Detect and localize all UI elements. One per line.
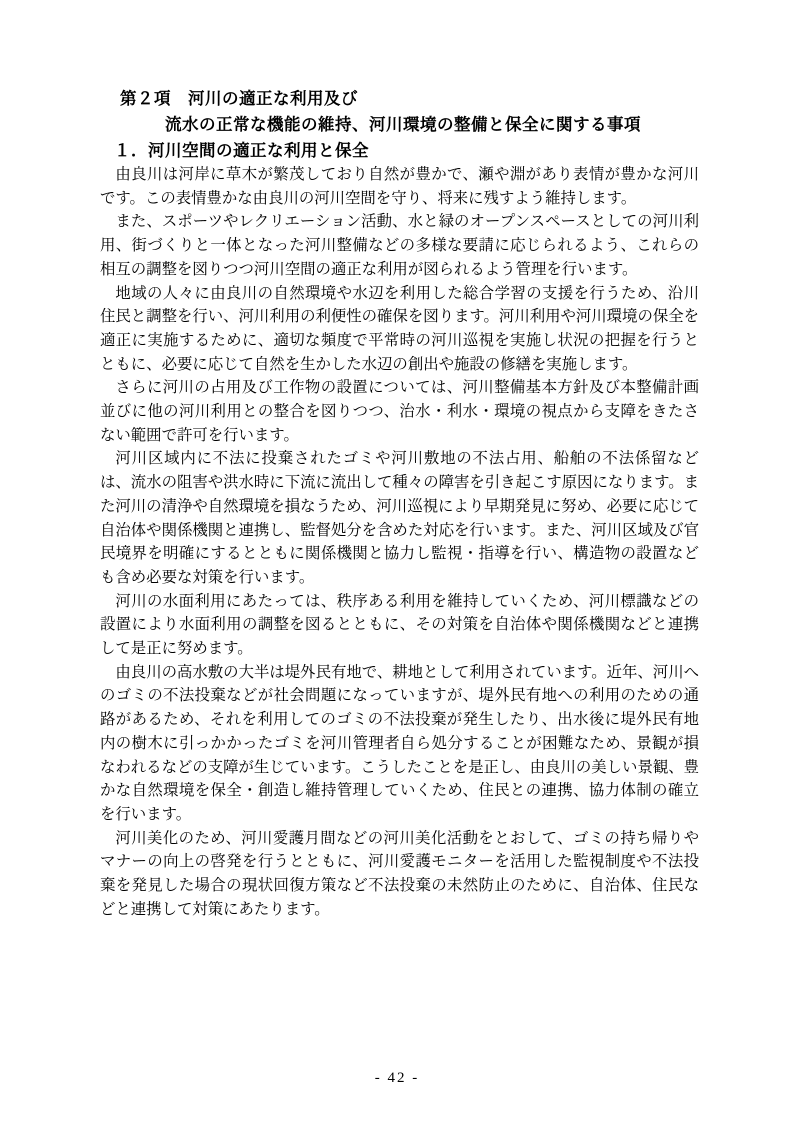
paragraph: 河川の水面利用にあたっては、秩序ある利用を維持していくため、河川標識などの設置により水面利用の調整を図るとともに、その対策を自治体や関係機関などと連携して是正に努めます。 (100, 592, 699, 658)
paragraph: 由良川は河岸に草木が繁茂しており自然が豊かで、瀬や淵があり表情が豊かな河川です。この表情豊かな由良川の河川空間を守り、将来に残すよう維持します。 (100, 166, 699, 207)
paragraph: 由良川の高水敷の大半は堤外民有地で、耕地として利用されています。近年、河川へのゴミの不法投棄などが社会問題になっていますが、堤外民有地への利用のための通路があるため、それを利用してのゴミの不法投棄が発生したり、出水後に堤外民有地内の樹木に引っかかったゴミを河川管理者自ら処分することが困難なため、景観が損なわれるなどの支障が生じています。こうしたことを是正し、由良川の美しい景観、豊かな自然環境を保全・創造し維持管理していくため、住民との連携、協力体制の確立を行います。 (100, 663, 700, 823)
body-text (100, 163, 699, 922)
paragraph: さらに河川の占用及び工作物の設置については、河川整備基本方針及び本整備計画並びに他の河川利用との整合を図りつつ、治水・利水・環境の視点から支障をきたさない範囲で許可を行います。 (100, 379, 699, 444)
chapter-heading-line2: 流水の正常な機能の維持、河川環境の整備と保全に関する事項 (165, 116, 641, 134)
chapter-heading-line1: 第２項 河川の適正な利用及び (120, 90, 358, 108)
paragraph: また、スポーツやレクリエーション活動、水と緑のオープンスペースとしての河川利用、街づくりと一体となった河川整備などの多様な要請に応じられるよう、これらの相互の調整を図りつつ河川空間の適正な利用が図られるよう管理を行います。 (100, 213, 699, 278)
section-title: １．河川空間の適正な利用と保全 (114, 142, 369, 160)
paragraph: 地域の人々に由良川の自然環境や水辺を利用した総合学習の支援を行うため、沿川住民と調整を行い、河川利用の利便性の確保を図ります。河川利用や河川環境の保全を適正に実施するために、適切な頻度で平常時の河川巡視を実施し状況の把握を行うとともに、必要に応じて自然を生かした水辺の創出や施設の修繕を実施します。 (100, 284, 700, 373)
page-number: - 42 - (374, 1070, 420, 1086)
paragraph: 河川美化のため、河川愛護月間などの河川美化活動をとおして、ゴミの持ち帰りやマナーの向上の啓発を行うとともに、河川愛護モニターを活用した監視制度や不法投棄を発見した場合の現状回復方策など不法投棄の未然防止のために、自治体、住民などと連携して対策にあたります。 (100, 829, 699, 918)
paragraph: 河川区域内に不法に投棄されたゴミや河川敷地の不法占用、船舶の不法係留などは、流水の阻害や洪水時に下流に流出して種々の障害を引き起こす原因になります。また河川の清浄や自然環境を損なうため、河川巡視により早期発見に努め、必要に応じて自治体や関係機関と連携し、監督処分を含めた対応を行います。また、河川区域及び官民境界を明確にするとともに関係機関と協力し監視・指導を行い、構造物の設置なども含め必要な対策を行います。 (100, 450, 700, 586)
